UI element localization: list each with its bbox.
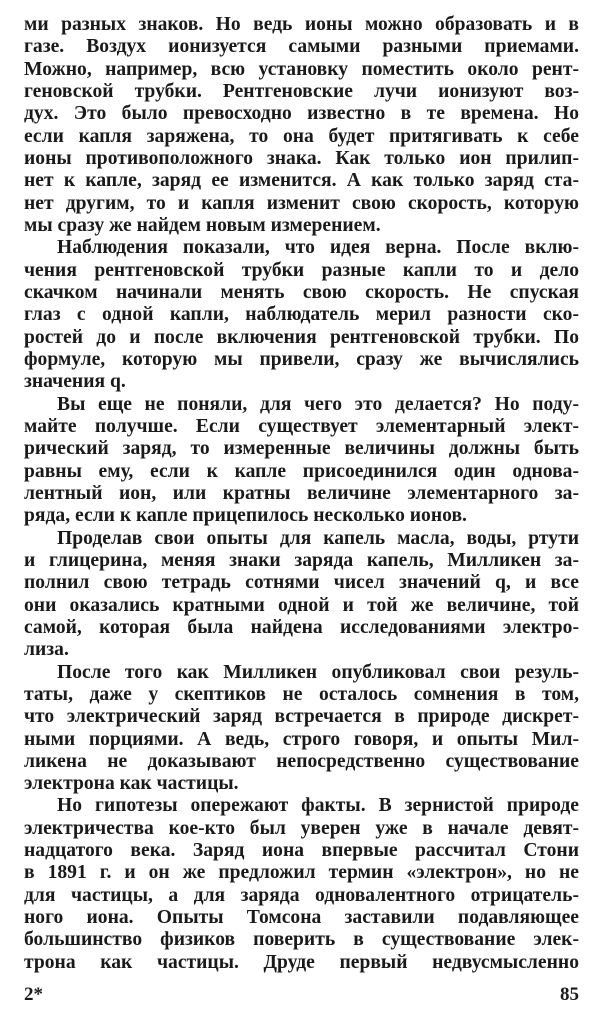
text-line: ряда, если к капле прицепилось несколько ионов. — [24, 505, 467, 527]
text-line: ликена не доказывают непосредственно существование — [24, 750, 579, 772]
paragraph — [24, 662, 579, 796]
text-line: мы сразу же найдем новым измерением. — [24, 214, 381, 236]
text-line: они оказались кратными одной и той же величине, той — [24, 594, 579, 616]
text-line: надцатого века. Заряд иона впервые рассчитал Стони — [24, 840, 579, 862]
text-line: чения рентгеновской трубки разные капли то и дело — [24, 259, 579, 281]
text-line: глаз с одной капли, наблюдатель мерил разности ско- — [24, 304, 579, 326]
paragraph — [24, 14, 579, 237]
text-line: скачком начинали менять свою скорость. Не спуская — [24, 281, 579, 303]
text-line: Вы еще не поняли, для чего это делается? Но поду- — [57, 393, 579, 415]
text-line: ного иона. Опыты Томсона заставили подавляющее — [24, 907, 579, 929]
text-line: Можно, например, всю установку поместить около рент- — [24, 58, 579, 80]
paragraph — [24, 237, 579, 393]
text-line: нет другим, то и капля изменит свою скорость, которую — [24, 192, 579, 214]
text-line: трона как частицы. Друде первый недвусмысленно — [24, 951, 579, 973]
text-line: в 1891 г. и он же предложил термин «электрон», но не — [24, 862, 579, 884]
text-line: ионы противоположного знака. Как только ион прилип- — [24, 147, 579, 169]
page-body — [24, 14, 579, 974]
text-line: Но гипотезы опережают факты. В зернистой природе — [57, 795, 579, 817]
page-footer — [24, 984, 579, 1006]
text-line: лентный ион, или кратны величине элементарного за- — [24, 482, 579, 504]
text-line: электрона как частицы. — [24, 773, 239, 795]
paragraph — [24, 795, 579, 974]
text-line: ростей до и после включения рентгеновской трубки. По — [24, 326, 579, 348]
signature-mark: 2* — [24, 984, 43, 1005]
text-line: лиза. — [24, 639, 69, 661]
text-line: формуле, которую мы привели, сразу же вычислялись — [24, 348, 579, 370]
text-line: электричества кое-кто был уверен уже в начале девят- — [24, 817, 579, 839]
text-line: значения q. — [24, 371, 126, 393]
text-line: Наблюдения показали, что идея верна. После вклю- — [57, 237, 579, 259]
text-line: самой, которая была найдена исследованиями электро- — [24, 616, 579, 638]
text-line: нет к капле, заряд ее изменится. А как только заряд ста- — [24, 170, 579, 192]
text-line: После того как Милликен опубликовал свои резуль- — [57, 661, 579, 683]
page-number: 85 — [560, 984, 579, 1005]
text-line: дух. Это было превосходно известно в те времена. Но — [24, 103, 579, 125]
text-line: ми разных знаков. Но ведь ионы можно образовать и в — [24, 14, 579, 35]
text-line: равны ему, если к капле присоединился один однова- — [24, 460, 579, 482]
paragraph — [24, 528, 579, 662]
text-line: и глицерина, меняя знаки заряда капель, Милликен за- — [24, 549, 579, 571]
text-line: для частицы, а для заряда одновалентного отрицатель- — [24, 884, 579, 906]
text-line: Проделав свои опыты для капель масла, воды, ртути — [57, 527, 579, 549]
text-line: геновской трубки. Рентгеновские лучи ионизуют воз- — [24, 80, 579, 102]
text-line: таты, даже у скептиков не осталось сомнения в том, — [24, 683, 579, 705]
text-line: рический заряд, то измеренные величины должны быть — [24, 438, 579, 460]
text-line: большинство физиков поверить в существование элек- — [24, 929, 579, 951]
text-line: если капля заряжена, то она будет притягивать к себе — [24, 125, 579, 147]
text-line: что электрический заряд встречается в природе дискрет- — [24, 706, 579, 728]
text-line: газе. Воздух ионизуется самыми разными приемами. — [24, 36, 579, 58]
text-line: ными порциями. А ведь, строго говоря, и опыты Мил- — [24, 728, 579, 750]
paragraph — [24, 394, 579, 528]
text-line: полнил свою тетрадь сотнями чисел значений q, и все — [24, 572, 579, 594]
text-line: майте получше. Если существует элементарный элект- — [24, 415, 579, 437]
